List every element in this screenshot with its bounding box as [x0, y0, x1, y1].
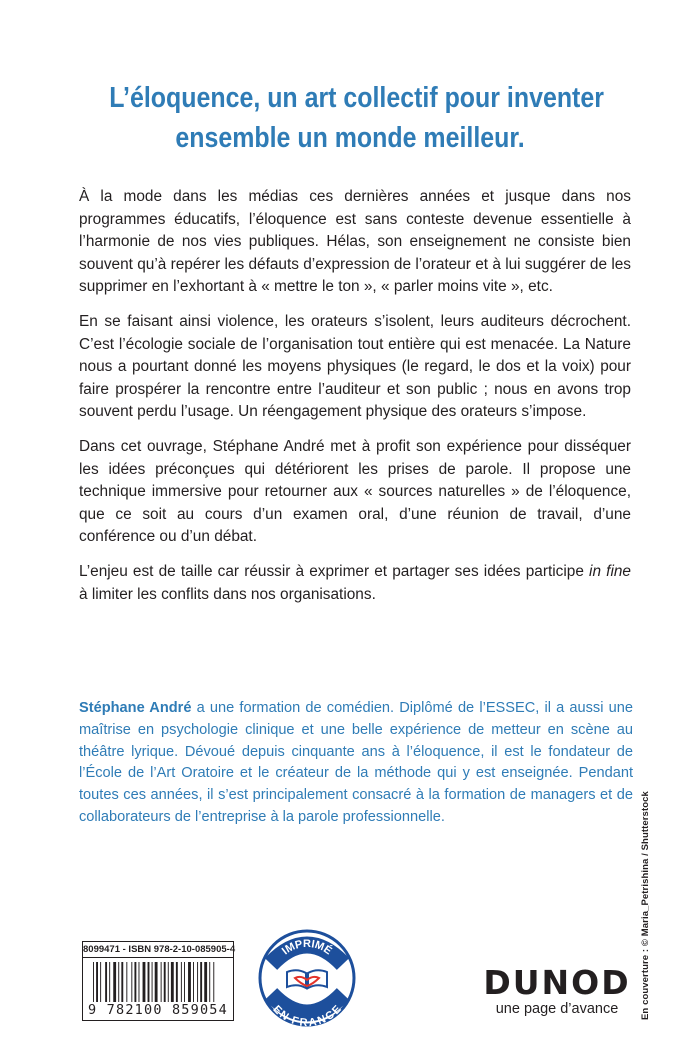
barcode-icon	[93, 962, 225, 1002]
barcode-bar	[213, 962, 214, 1002]
barcode-bar	[131, 962, 132, 1002]
barcode-bar	[197, 962, 198, 1002]
back-cover-headline	[109, 78, 604, 158]
blurb-paragraph-2: En se faisant ainsi violence, les orateurs s’isolent, leurs auditeurs décrochent. C’est l’écologie sociale de l’organisation tout entière qui est menacée. La Nature nous a pourtant donné les moyens physiques (le regard, le dos et la voix) pour faire prospérer la rencontre entre l’auditeur et son public ; nous en avons trop souvent perdu l’usage. Un réengagement physique des orateurs s’impose.	[79, 312, 631, 421]
headline-line-2: ensemble un monde meilleur.	[175, 122, 525, 154]
blurb-paragraph-4-start: L’enjeu est de taille car réussir à exprimer et partager ses idées participe	[79, 562, 590, 580]
blurb-text	[79, 186, 631, 618]
barcode-bar	[171, 962, 174, 1002]
barcode-bar	[148, 962, 150, 1002]
barcode-bar	[155, 962, 158, 1002]
badge-top-text: IMPRIMÉ	[279, 938, 334, 958]
barcode-bar	[193, 962, 194, 1002]
imprime-en-france-badge-icon	[257, 928, 357, 1028]
barcode-bar	[181, 962, 182, 1002]
barcode-bar	[121, 962, 123, 1002]
barcode-bar	[152, 962, 153, 1002]
barcode-bar	[176, 962, 178, 1002]
barcode-bar	[100, 962, 101, 1002]
barcode-bar	[139, 962, 140, 1002]
barcode-bar	[168, 962, 169, 1002]
author-bio	[79, 698, 633, 829]
isbn-barcode-block	[82, 941, 234, 1021]
barcode-bar	[134, 962, 136, 1002]
author-bio-text: a une formation de comédien. Diplômé de l’ESSEC, il a aussi une maîtrise en psychologie clinique et une belle expérience de metteur en scène au théâtre lyrique. Dévoué depuis cinquante ans à l’éloquence, il est le fondateur de l’École de l’Art Oratoire et le créateur de la méthode qui y est enseignée. Pendant toutes ces années, il s’est principalement consacré à la formation de managers et de collaborateurs de l’entreprise à la parole professionnelle.	[79, 700, 633, 825]
barcode-bar	[164, 962, 166, 1002]
barcode-bar	[204, 962, 207, 1002]
blurb-italic-phrase: in fine	[589, 562, 631, 580]
badge-bottom-text: EN FRANCE	[270, 1003, 344, 1028]
publisher-logo	[477, 963, 637, 1017]
blurb-paragraph-1: À la mode dans les médias ces dernières années et jusque dans nos programmes éducatifs, l’éloquence est sans conteste devenue essentielle à l’harmonie de nos vies publiques. Hélas, son enseignement ne consiste bien souvent qu’à repérer les défauts d’expression de l’orateur et à lui suggérer de les supprimer en l’exhortant à « mettre le ton », « parler moins vite », etc.	[79, 188, 631, 296]
publisher-name: DUNOD	[483, 963, 631, 1002]
barcode-digits: 9 782100 859054	[88, 1002, 228, 1018]
barcode-bar	[200, 962, 202, 1002]
author-name: Stéphane André	[79, 700, 192, 716]
barcode-bar	[188, 962, 191, 1002]
barcode-bar	[161, 962, 162, 1002]
blurb-paragraph-4	[79, 561, 631, 606]
barcode-bar	[143, 962, 146, 1002]
barcode-bar	[118, 962, 119, 1002]
barcode-bar	[184, 962, 185, 1002]
headline-line-1: L’éloquence, un art collectif pour inventer	[109, 82, 604, 114]
cover-credit: En couverture : © Maria_Petrishina / Shutterstock	[640, 791, 651, 1020]
isbn-label: 8099471 - ISBN 978-2-10-085905-4	[83, 944, 233, 958]
blurb-paragraph-4-end: à limiter les conflits dans nos organisations.	[79, 585, 376, 603]
barcode-bar	[109, 962, 110, 1002]
publisher-tagline: une page d’avance	[495, 1001, 619, 1017]
barcode-bar	[105, 962, 107, 1002]
barcode-bar	[126, 962, 127, 1002]
barcode-bar	[96, 962, 98, 1002]
barcode-bar	[209, 962, 210, 1002]
barcode-bar	[93, 962, 94, 1002]
barcode-bar	[113, 962, 116, 1002]
blurb-paragraph-3: Dans cet ouvrage, Stéphane André met à profit son expérience pour disséquer les idées préconçues qui détériorent les prises de parole. Il propose une technique immersive pour retourner aux « sources naturelles » de l’éloquence, que ce soit au cours d’un examen oral, d’une réunion de travail, d’une conférence ou d’un débat.	[79, 437, 631, 546]
